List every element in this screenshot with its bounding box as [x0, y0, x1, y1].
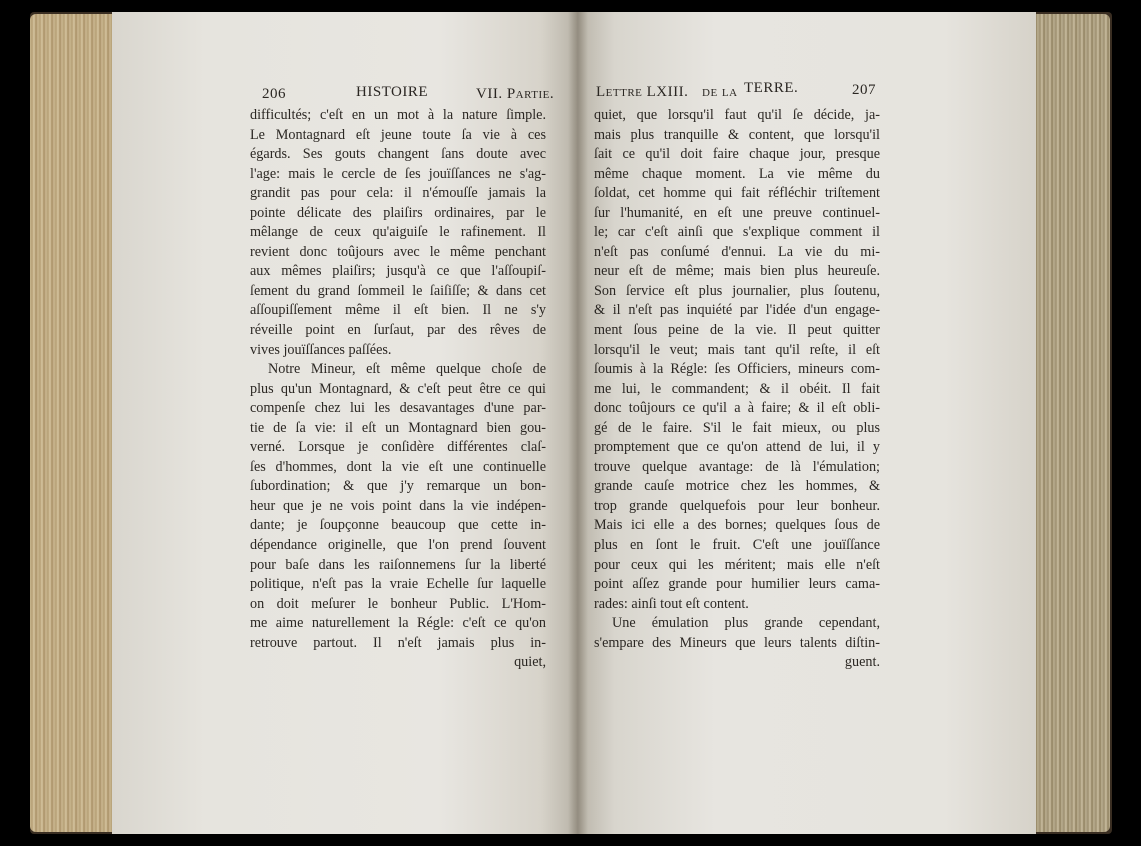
right-running-title-main: TERRE. — [744, 80, 799, 96]
text-line: politique, n'eſt pas la vraie Echelle ſur laquelle — [250, 576, 546, 593]
text-line: ſubordination; & que j'y remarque un bon- — [250, 478, 546, 495]
page-edges-right — [1030, 14, 1110, 832]
text-line: plus en ſont le fruit. C'eſt une jouïſſance — [594, 537, 880, 554]
text-line: tie de ſa vie: il eſt un Montagnard bien gou- — [250, 419, 546, 436]
text-line: rades: ainſi tout eſt content. — [594, 595, 749, 612]
text-line: guent. — [844, 654, 880, 671]
text-line: grande cauſe motrice chez les hommes, & — [594, 478, 880, 495]
text-line: Son ſervice eſt plus journalier, plus ſoutenu, — [594, 282, 880, 299]
text-line: me lui, le commandent; & il obéit. Il fait — [594, 380, 880, 397]
text-line: Une émulation plus grande cependant, — [612, 615, 880, 632]
text-line: Notre Mineur, eſt même quelque choſe de — [268, 361, 546, 378]
text-line: trouve quelque avantage: de là l'émulation; — [594, 458, 880, 475]
book-gutter — [568, 12, 588, 834]
text-line: quiet, que lorsqu'il faut qu'il ſe décide, ja- — [594, 107, 880, 123]
text-line: ſait ce qu'il doit faire chaque jour, presque — [594, 146, 880, 163]
text-line: s'empare des Mineurs que leurs talents diſtin- — [594, 634, 880, 651]
text-line: gé de le faire. S'il le fait mieux, ou plus — [594, 419, 880, 436]
text-line: revient donc toûjours avec le même penchant — [250, 243, 546, 260]
text-line: retrouve partout. Il n'eſt jamais plus in- — [250, 634, 546, 651]
text-line: Mais ici elle a des bornes; quelques ſous de — [594, 517, 880, 534]
text-line: pour ceux qui les méritent; mais elle n'eſt — [594, 556, 880, 573]
text-line: & il n'eſt pas inquiété par l'idée d'un engage- — [594, 302, 880, 319]
text-line: verné. Lorsque je conſidère différentes claſ- — [250, 439, 546, 456]
text-line: dante; je ſoupçonne beaucoup que cette in- — [250, 517, 546, 534]
text-line: même chaque moment. La vie même du — [594, 165, 880, 182]
text-line: point aſſez grande pour humilier leurs cama- — [594, 576, 880, 593]
text-line: ſoumis à la Régle: ſes Officiers, mineurs com- — [594, 361, 880, 378]
text-line: réveille point en ſurſaut, par des rêves de — [250, 322, 546, 339]
text-line: aux mêmes plaiſirs; jusqu'à ce que l'aſſoupiſ- — [250, 263, 546, 280]
text-line: dépendance originelle, que l'on prend ſouvent — [250, 537, 546, 554]
text-line: ſoldat, cet homme qui fait réfléchir triſtement — [594, 185, 880, 202]
text-line: mêlange de ceux qu'aiguiſe le rafinement. Il — [250, 224, 546, 241]
text-line: lorsqu'il le veut; mais tant qu'il reſte, il eſt — [594, 341, 880, 358]
text-line: donc toûjours ce qu'il a à faire; & il eſt obli- — [594, 400, 880, 417]
right-running-title-prefix: Lettre LXIII. — [596, 84, 689, 100]
left-part-label: VII. Partie. — [476, 86, 555, 102]
text-line: pour baſe dans les raiſonnemens ſur la liberté — [250, 556, 546, 573]
text-line: mais plus tranquille & content, que lorsqu'il — [594, 126, 880, 143]
text-line: grandit pas pour cela: il n'émouſſe jamais la — [250, 185, 546, 202]
left-running-title: HISTOIRE — [356, 84, 429, 100]
right-page-text — [594, 106, 880, 673]
text-line: ſement du grand ſommeil le ſaiſiſſe; & dans cet — [250, 282, 546, 299]
text-line: vives jouïſſances paſſées. — [250, 341, 392, 358]
text-line: l'age: mais le cercle de ſes jouïſſances ne s'ag- — [250, 165, 546, 182]
text-line: promptement que ce qu'on attend de lui, il y — [594, 439, 880, 456]
text-line: égards. Ses gouts changent ſans doute avec — [250, 146, 546, 163]
text-line: ſes d'hommes, dont la vie eſt une continuelle — [250, 458, 546, 475]
text-line: plus qu'un Montagnard, & c'eſt peut être ce qui — [250, 380, 546, 397]
text-line: aſſoupiſſement même il eſt bien. Il ne s'y — [250, 302, 546, 319]
right-page-number: 207 — [852, 82, 876, 98]
text-line: pointe délicate des plaiſirs ordinaires, par le — [250, 204, 546, 221]
text-line: me aime naturellement la Régle: c'eſt ce qu'on — [250, 615, 546, 632]
text-line: compenſe chez lui les desavantages d'une par- — [250, 400, 546, 417]
text-line: heur que je ne vois point dans la vie indépen- — [250, 497, 546, 514]
text-line: ment ſous peine de la vie. Il peut quitter — [594, 322, 880, 339]
text-line: n'eſt pas conſumé d'ennui. La vie du mi- — [594, 243, 880, 260]
left-page-number: 206 — [262, 86, 286, 102]
text-line: difficultés; c'eſt en un mot à la nature ſimple. — [250, 107, 546, 123]
text-line: trop grande quelquefois pour leur bonheur. — [594, 497, 880, 514]
text-line: ſur l'humanité, en eſt une preuve continuel- — [594, 204, 880, 221]
text-line: on doit meſurer le bonheur Public. L'Hom- — [250, 595, 546, 612]
text-line: quiet, — [514, 654, 546, 671]
text-line: le; car c'eſt ainſi que s'explique comment il — [594, 224, 880, 241]
right-running-title-article: de la — [702, 84, 738, 100]
text-line: Le Montagnard eſt jeune toute ſa vie à ces — [250, 126, 546, 143]
text-line: neur eſt de même; mais bien plus heureuſe. — [594, 263, 880, 280]
left-page-text — [250, 106, 546, 673]
